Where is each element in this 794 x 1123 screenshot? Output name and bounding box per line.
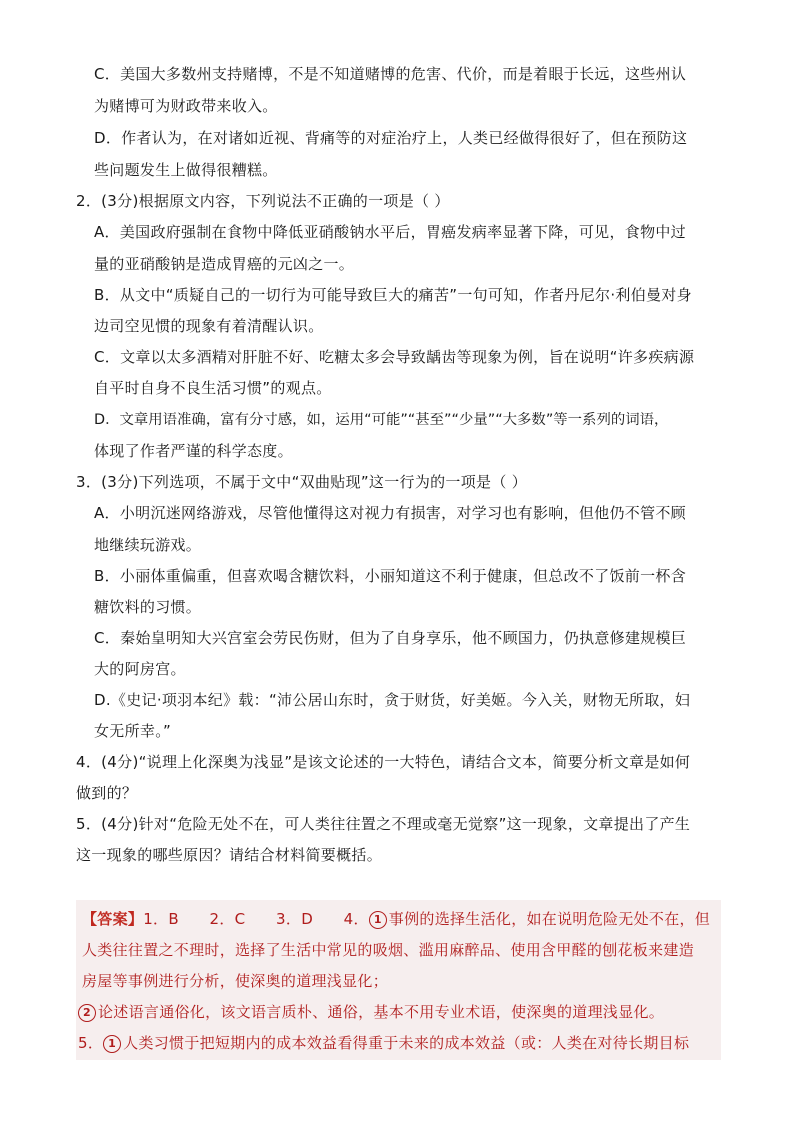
answer-line4: [78, 1002, 664, 1022]
q2-option-d-line1: D．文章用语准确，富有分寸感，如，运用“可能”“甚至”“少量”“大多数”等一系列的词语，: [94, 412, 669, 428]
q2-option-b-line1: B．从文中“质疑自己的一切行为可能导致巨大的痛苦”一句可知，作者丹尼尔·利伯曼对身: [94, 286, 692, 304]
q2-stem: 2．(3分)根据原文内容，下列说法不正确的一项是（ ）: [76, 192, 450, 210]
answer-line5: [78, 1033, 689, 1053]
q3-option-a-line1: A．小明沉迷网络游戏，尽管他懂得这对视力有损害，对学习也有影响，但他仍不管不顾: [94, 504, 686, 522]
q2-option-c-line2: 自平时自身不良生活习惯”的观点。: [94, 379, 332, 397]
q2-option-c-line1: C．文章以太多酒精对肝脏不好、吃糖太多会导致龋齿等现象为例，旨在说明“许多疾病源: [94, 348, 695, 366]
q1-option-d-line1: D．作者认为，在对诸如近视、背痛等的对症治疗上，人类已经做得很好了，但在预防这: [94, 129, 688, 147]
answer-q5-text: 人类习惯于把短期内的成本效益看得重于未来的成本效益（或：人类在对待长期目标: [123, 1034, 690, 1052]
q3-option-d-line2: 女无所幸。”: [94, 722, 172, 740]
q2-option-d-line2: 体现了作者严谨的科学态度。: [94, 442, 293, 460]
q2-option-a-line2: 量的亚硝酸钠是造成胃癌的元凶之一。: [94, 255, 355, 273]
circled-number-icon: 1: [103, 1035, 121, 1053]
q3-option-a-line2: 地继续玩游戏。: [94, 536, 202, 554]
q5-line1: 5．(4分)针对“危险无处不在，可人类往往置之不理或毫无觉察”这一现象，文章提出了产生: [76, 815, 691, 833]
q3-option-b-line1: B．小丽体重偏重，但喜欢喝含糖饮料，小丽知道这不利于健康，但总改不了饭前一杯含: [94, 567, 686, 585]
answer-label: 【答案】: [82, 910, 144, 928]
answer-point1-text: 事例的选择生活化，如在说明危险无处不在，但: [388, 910, 711, 928]
q3-option-b-line2: 糖饮料的习惯。: [94, 598, 202, 616]
q2-option-b-line2: 边司空见惯的现象有着清醒认识。: [94, 317, 324, 335]
q1-option-c-line2: 为赌博可为财政带来收入。: [94, 97, 278, 115]
q2-option-a-line1: A．美国政府强制在食物中降低亚硝酸钠水平后，胃癌发病率显著下降，可见，食物中过: [94, 223, 686, 241]
q3-option-d-line1: D.《史记·项羽本纪》载：“沛公居山东时，贪于财货，好美姬。今入关，财物无所取，妇: [94, 691, 691, 709]
q3-option-c-line1: C．秦始皇明知大兴宫室会劳民伤财，但为了自身享乐，他不顾国力，仍执意修建规模巨: [94, 629, 687, 647]
q3-option-c-line2: 大的阿房宫。: [94, 660, 186, 678]
q1-option-d-line2: 些问题发生上做得很糟糕。: [94, 161, 278, 179]
answer-point2-text: 论述语言通俗化，该文语言质朴、通俗，基本不用专业术语，使深奥的道理浅显化。: [98, 1003, 665, 1021]
q4-line2: 做到的？: [76, 784, 138, 802]
answer-mcq-keys: 1．B 2．C 3．D 4．: [143, 910, 369, 928]
circled-number-icon: 1: [369, 911, 387, 929]
answer-line2: 人类往往置之不理时，选择了生活中常见的吸烟、滥用麻醉品、使用含甲醛的刨花板来建造: [82, 941, 695, 959]
q3-stem: 3．(3分)下列选项，不属于文中“双曲贴现”这一行为的一项是（ ）: [76, 473, 528, 491]
answer-q5-prefix: 5．: [78, 1034, 104, 1052]
q4-line1: 4．(4分)“说理上化深奥为浅显”是该文论述的一大特色，请结合文本，简要分析文章是如何: [76, 753, 691, 771]
q5-line2: 这一现象的哪些原因？请结合材料简要概括。: [76, 846, 383, 864]
circled-number-icon: 2: [78, 1004, 96, 1022]
q1-option-c-line1: C．美国大多数州支持赌博，不是不知道赌博的危害、代价，而是着眼于长远，这些州认: [94, 65, 687, 83]
answer-line1: [82, 909, 710, 929]
answer-line3: 房屋等事例进行分析，使深奥的道理浅显化；: [82, 972, 389, 990]
